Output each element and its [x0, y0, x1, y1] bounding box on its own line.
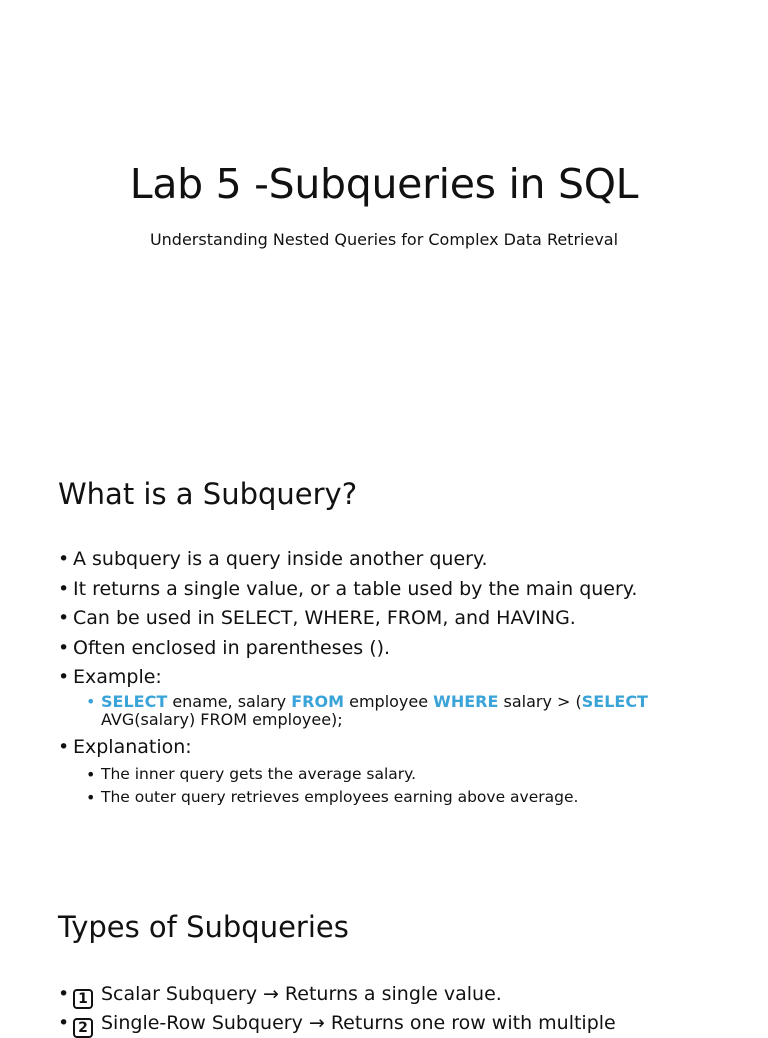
section-heading-types: Types of Subqueries — [58, 910, 349, 944]
list-item: • Can be used in SELECT, WHERE, FROM, and HAVING. — [58, 604, 718, 634]
list-item: • The inner query gets the average salary. — [86, 763, 718, 787]
types-bullet-list — [58, 980, 718, 1038]
list-item: • Often enclosed in parentheses (). — [58, 634, 718, 664]
list-item: • A subquery is a query inside another query. — [58, 545, 718, 575]
section-heading-what: What is a Subquery? — [58, 477, 358, 511]
list-item — [58, 980, 718, 1009]
sql-keyword: SELECT — [101, 691, 168, 711]
sql-text: salary > ( — [498, 691, 582, 711]
sql-text: AVG(salary) FROM employee); — [101, 709, 343, 729]
sql-keyword: WHERE — [433, 691, 499, 711]
sql-keyword: SELECT — [581, 691, 648, 711]
example-sql — [86, 693, 718, 729]
sql-text: employee — [344, 691, 434, 711]
list-item: • Example: — [58, 663, 718, 693]
number-badge: 2 — [73, 1018, 93, 1038]
sql-text: ename, salary — [167, 691, 292, 711]
list-item: • The outer query retrieves employees earning above average. — [86, 786, 718, 810]
slide-title: Lab 5 -Subqueries in SQL — [129, 160, 639, 208]
number-badge: 1 — [73, 989, 93, 1009]
sql-keyword: FROM — [291, 691, 345, 711]
what-bullet-list — [58, 545, 718, 810]
type-text: Single-Row Subquery → Returns one row with multiple — [101, 1012, 616, 1034]
list-item: • Explanation: — [58, 733, 718, 763]
slide-subtitle: Understanding Nested Queries for Complex Data Retrieval — [149, 230, 619, 249]
list-item: • It returns a single value, or a table used by the main query. — [58, 575, 718, 605]
type-text: Scalar Subquery → Returns a single value. — [101, 983, 502, 1005]
